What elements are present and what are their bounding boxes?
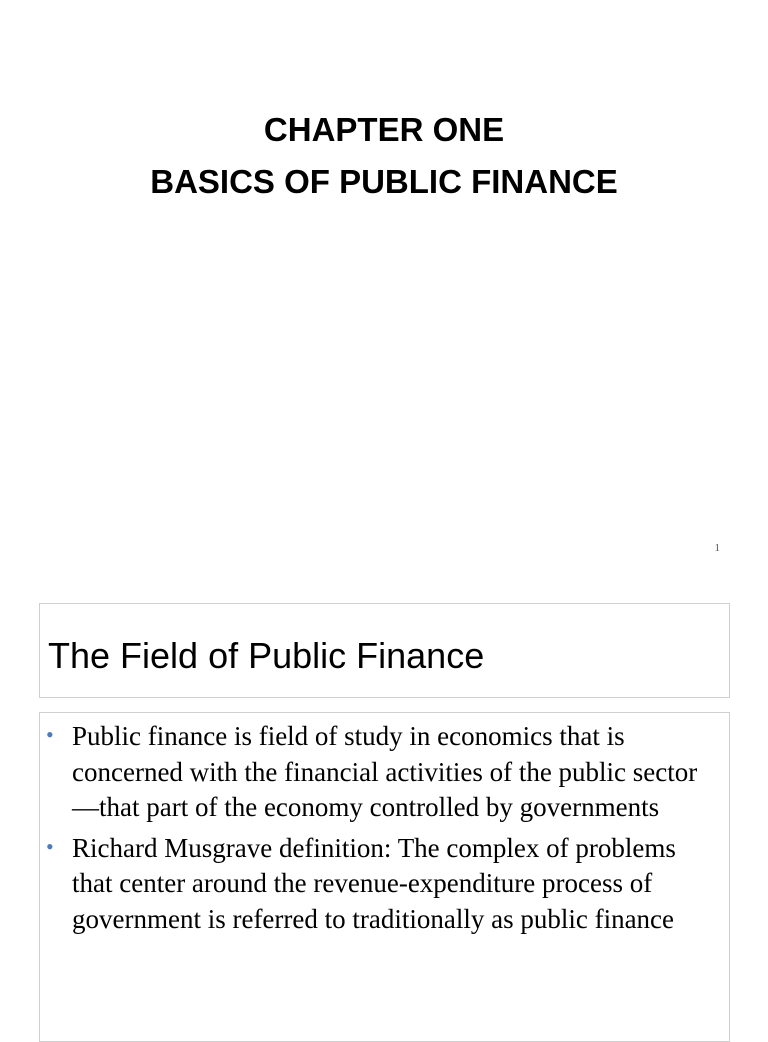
bullet-icon: • <box>46 722 54 747</box>
bullet-item <box>44 831 704 938</box>
slide-2-body-placeholder <box>39 712 730 1042</box>
chapter-title-line-1: CHAPTER ONE <box>263 111 505 148</box>
bullet-item <box>44 719 704 826</box>
slide-2-title: The Field of Public Finance <box>48 635 485 676</box>
slide-2-title-placeholder <box>39 603 730 698</box>
bullet-list <box>44 719 704 942</box>
bullet-icon: • <box>46 833 54 859</box>
chapter-title-line-2: BASICS OF PUBLIC FINANCE <box>150 163 618 200</box>
chapter-title <box>0 104 768 208</box>
bullet-text: Richard Musgrave definition: The complex of problems that center around the revenue-expenditure process of government is referred to traditionally as public finance <box>72 832 676 934</box>
slide-number: 1 <box>714 542 720 554</box>
bullet-text: Public finance is field of study in economics that is concerned with the financial activities of the public sector—that part of the economy controlled by governments <box>72 721 698 822</box>
